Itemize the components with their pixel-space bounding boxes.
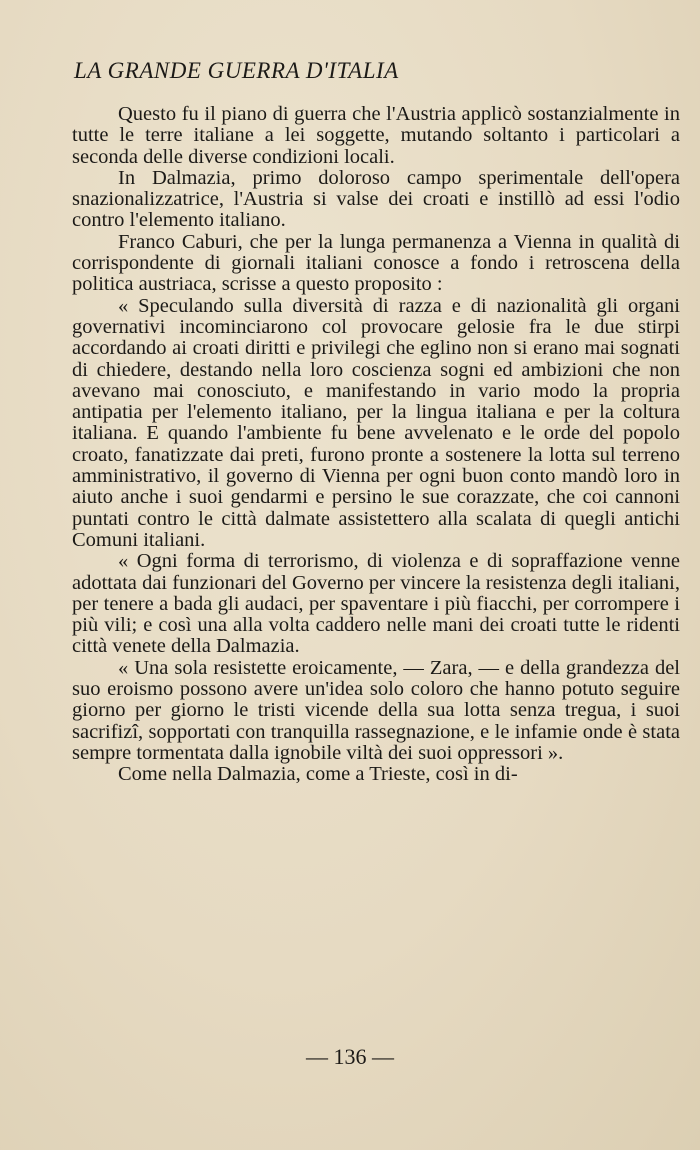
page-number: — 136 — (306, 1044, 394, 1069)
paragraph-quote: « Ogni forma di terrorismo, di violenza e di sopraffazione venne adottata dai funzionari del Governo per vincere la resistenza degli italiani, per tenere a bada gli audaci, per spaventare i più fiacchi, per corrompere i più vili; e così una alla volta caddero nelle mani dei croati tutte le ridenti città venete della Dalmazia. (72, 550, 680, 658)
book-page (72, 56, 680, 786)
paragraph: Come nella Dalmazia, come a Trieste, così in di- (118, 763, 518, 786)
paragraph: In Dalmazia, primo doloroso campo sperimentale dell'opera snazionalizzatrice, l'Austria si valse dei croati e instillò ad essi l'odio contro l'elemento italiano. (72, 166, 680, 232)
body-text (72, 104, 680, 786)
paragraph-quote: « Una sola resistette eroicamente, — Zara, — e della grandezza del suo eroismo possono avere un'idea solo coloro che hanno potuto seguire giorno per giorno le tristi vicende della sua lotta senza tregua, i suoi sacrifizî, sopportati con tranquilla rassegnazione, e le infamie onde è stata sempre tormentata dalla ignobile viltà dei suoi oppressori ». (72, 656, 680, 764)
running-head: LA GRANDE GUERRA D'ITALIA (74, 58, 399, 83)
paragraph-quote: « Speculando sulla diversità di razza e di nazionalità gli organi governativi incominciarono col provocare gelosie fra le due stirpi accordando ai croati diritti e privilegi che eglino non si erano mai sognati di chiedere, destando nella loro coscienza sogni ed ambizioni che non avevano mai conosciuto, e manifestando in vario modo la propria antipatia per l'elemento italiano, per la lingua italiana e per la coltura italiana. E quando l'ambiente fu bene avvelenato e le orde del popolo croato, fanatizzate dai preti, furono pronte a sostenere la lotta sul terreno amministrativo, il governo di Vienna per ogni buon conto mandò loro in aiuto anche i suoi gendarmi e persino le sue corazzate, che coi cannoni puntati contro le città dalmate assistettero alla scalata di quegli antichi Comuni italiani. (72, 294, 680, 551)
paragraph: Questo fu il piano di guerra che l'Austria applicò sostanzialmente in tutte le terre italiane a lei soggette, mutando soltanto i particolari a seconda delle diverse condizioni locali. (72, 103, 680, 168)
paragraph: Franco Caburi, che per la lunga permanenza a Vienna in qualità di corrispondente di giornali italiani conosce a fondo i retroscena della politica austriaca, scrisse a questo proposito : (72, 230, 680, 296)
